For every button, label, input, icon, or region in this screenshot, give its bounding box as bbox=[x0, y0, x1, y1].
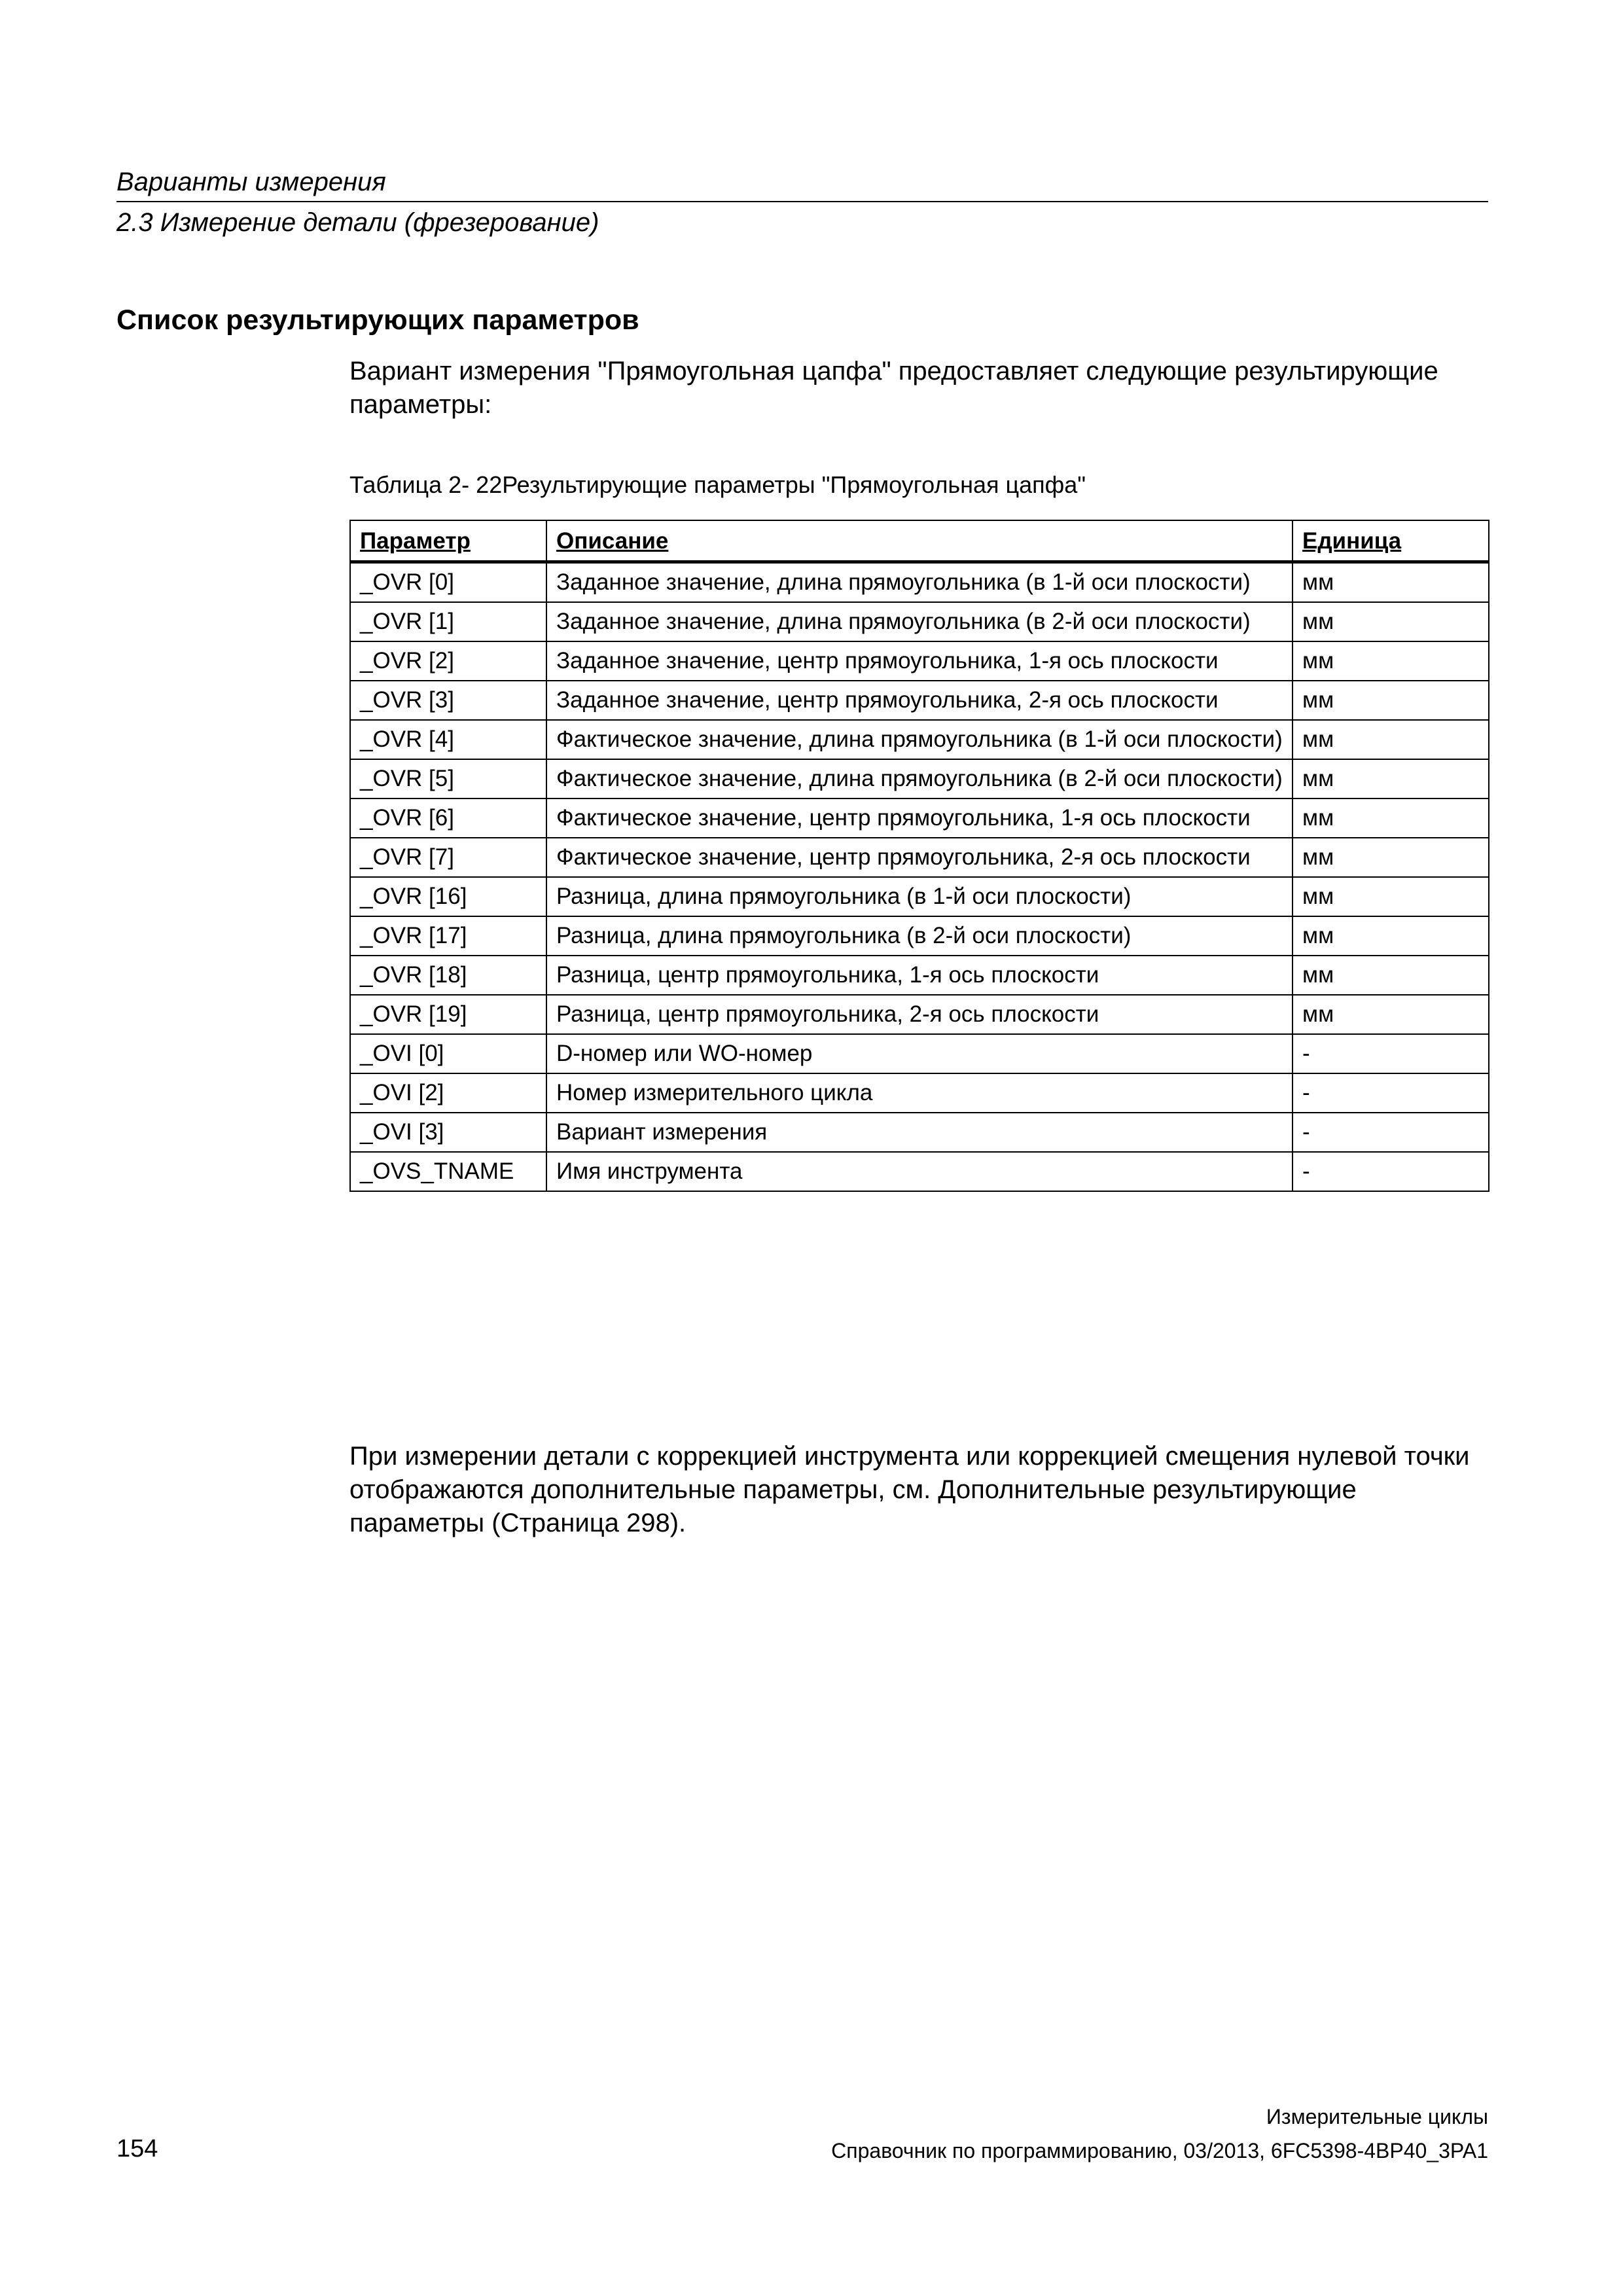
cell-unit: мм bbox=[1293, 838, 1489, 877]
cell-description: Заданное значение, длина прямоугольника (в 1-й оси плоскости) bbox=[546, 562, 1293, 603]
table-row bbox=[350, 562, 1489, 603]
table-row bbox=[350, 916, 1489, 956]
cell-parameter: _OVR [5] bbox=[350, 759, 546, 798]
table-row bbox=[350, 995, 1489, 1034]
cell-unit: мм bbox=[1293, 798, 1489, 838]
table-row bbox=[350, 602, 1489, 641]
closing-paragraph: При измерении детали с коррекцией инструмента или коррекцией смещения нулевой точки отображаются дополнительные параметры, см. Дополнительные результирующие параметры (Страница 298). bbox=[349, 1442, 1470, 1537]
running-header-section: 2.3 Измерение детали (фрезерование) bbox=[116, 208, 599, 237]
cell-unit: - bbox=[1293, 1034, 1489, 1073]
cell-description: Разница, длина прямоугольника (в 1-й оси плоскости) bbox=[546, 877, 1293, 916]
section-heading: Список результирующих параметров bbox=[116, 304, 639, 336]
footer-title: Измерительные циклы bbox=[1266, 2105, 1488, 2128]
cell-parameter: _OVI [0] bbox=[350, 1034, 546, 1073]
cell-unit: мм bbox=[1293, 956, 1489, 995]
table-row bbox=[350, 1034, 1489, 1073]
cell-unit: мм bbox=[1293, 602, 1489, 641]
cell-parameter: _OVI [2] bbox=[350, 1073, 546, 1113]
table-row bbox=[350, 1113, 1489, 1152]
cell-unit: - bbox=[1293, 1152, 1489, 1191]
table-row bbox=[350, 1152, 1489, 1191]
table-row bbox=[350, 877, 1489, 916]
cell-description: Заданное значение, центр прямоугольника, 1-я ось плоскости bbox=[546, 641, 1293, 681]
cell-description: Фактическое значение, центр прямоугольника, 1-я ось плоскости bbox=[546, 798, 1293, 838]
table-row bbox=[350, 838, 1489, 877]
cell-description: Заданное значение, центр прямоугольника, 2-я ось плоскости bbox=[546, 681, 1293, 720]
cell-parameter: _OVR [2] bbox=[350, 641, 546, 681]
table-row bbox=[350, 641, 1489, 681]
table-row bbox=[350, 1073, 1489, 1113]
cell-description: Разница, центр прямоугольника, 2-я ось плоскости bbox=[546, 995, 1293, 1034]
cell-description: D-номер или WO-номер bbox=[546, 1034, 1293, 1073]
cell-description: Имя инструмента bbox=[546, 1152, 1293, 1191]
running-header-chapter: Варианты измерения bbox=[116, 168, 386, 196]
cell-unit: мм bbox=[1293, 562, 1489, 603]
cell-description: Заданное значение, длина прямоугольника (в 2-й оси плоскости) bbox=[546, 602, 1293, 641]
cell-unit: мм bbox=[1293, 759, 1489, 798]
cell-unit: мм bbox=[1293, 877, 1489, 916]
footer-reference: Справочник по программированию, 03/2013, 6FC5398-4BP40_3PA1 bbox=[831, 2139, 1488, 2162]
cell-unit: мм bbox=[1293, 916, 1489, 956]
column-header-description: Описание bbox=[546, 520, 1293, 562]
cell-description: Фактическое значение, центр прямоугольника, 2-я ось плоскости bbox=[546, 838, 1293, 877]
result-parameters-table bbox=[349, 520, 1489, 1192]
cell-parameter: _OVR [7] bbox=[350, 838, 546, 877]
cell-parameter: _OVI [3] bbox=[350, 1113, 546, 1152]
cell-parameter: _OVR [18] bbox=[350, 956, 546, 995]
cell-unit: - bbox=[1293, 1073, 1489, 1113]
cell-description: Разница, длина прямоугольника (в 2-й оси плоскости) bbox=[546, 916, 1293, 956]
cell-parameter: _OVR [0] bbox=[350, 562, 546, 603]
cell-description: Фактическое значение, длина прямоугольника (в 1-й оси плоскости) bbox=[546, 720, 1293, 759]
cell-description: Фактическое значение, длина прямоугольника (в 2-й оси плоскости) bbox=[546, 759, 1293, 798]
cell-unit: мм bbox=[1293, 720, 1489, 759]
table-row bbox=[350, 681, 1489, 720]
cell-parameter: _OVR [3] bbox=[350, 681, 546, 720]
table-row bbox=[350, 956, 1489, 995]
table-header-row bbox=[350, 520, 1489, 562]
column-header-parameter: Параметр bbox=[350, 520, 546, 562]
cell-description: Номер измерительного цикла bbox=[546, 1073, 1293, 1113]
cell-unit: - bbox=[1293, 1113, 1489, 1152]
column-header-unit: Единица bbox=[1293, 520, 1489, 562]
cell-description: Разница, центр прямоугольника, 1-я ось плоскости bbox=[546, 956, 1293, 995]
page-number: 154 bbox=[116, 2135, 158, 2162]
cell-unit: мм bbox=[1293, 641, 1489, 681]
table-row bbox=[350, 759, 1489, 798]
cell-description: Вариант измерения bbox=[546, 1113, 1293, 1152]
table-caption: Таблица 2- 22Результирующие параметры "Прямоугольная цапфа" bbox=[349, 471, 1086, 498]
cell-unit: мм bbox=[1293, 681, 1489, 720]
cell-parameter: _OVR [6] bbox=[350, 798, 546, 838]
header-rule bbox=[116, 201, 1488, 202]
table-row bbox=[350, 720, 1489, 759]
cell-parameter: _OVS_TNAME bbox=[350, 1152, 546, 1191]
cell-parameter: _OVR [19] bbox=[350, 995, 546, 1034]
cell-unit: мм bbox=[1293, 995, 1489, 1034]
cell-parameter: _OVR [16] bbox=[350, 877, 546, 916]
intro-paragraph: Вариант измерения "Прямоугольная цапфа" предоставляет следующие результирующие параметры: bbox=[349, 357, 1438, 419]
cell-parameter: _OVR [1] bbox=[350, 602, 546, 641]
cell-parameter: _OVR [4] bbox=[350, 720, 546, 759]
table-row bbox=[350, 798, 1489, 838]
cell-parameter: _OVR [17] bbox=[350, 916, 546, 956]
